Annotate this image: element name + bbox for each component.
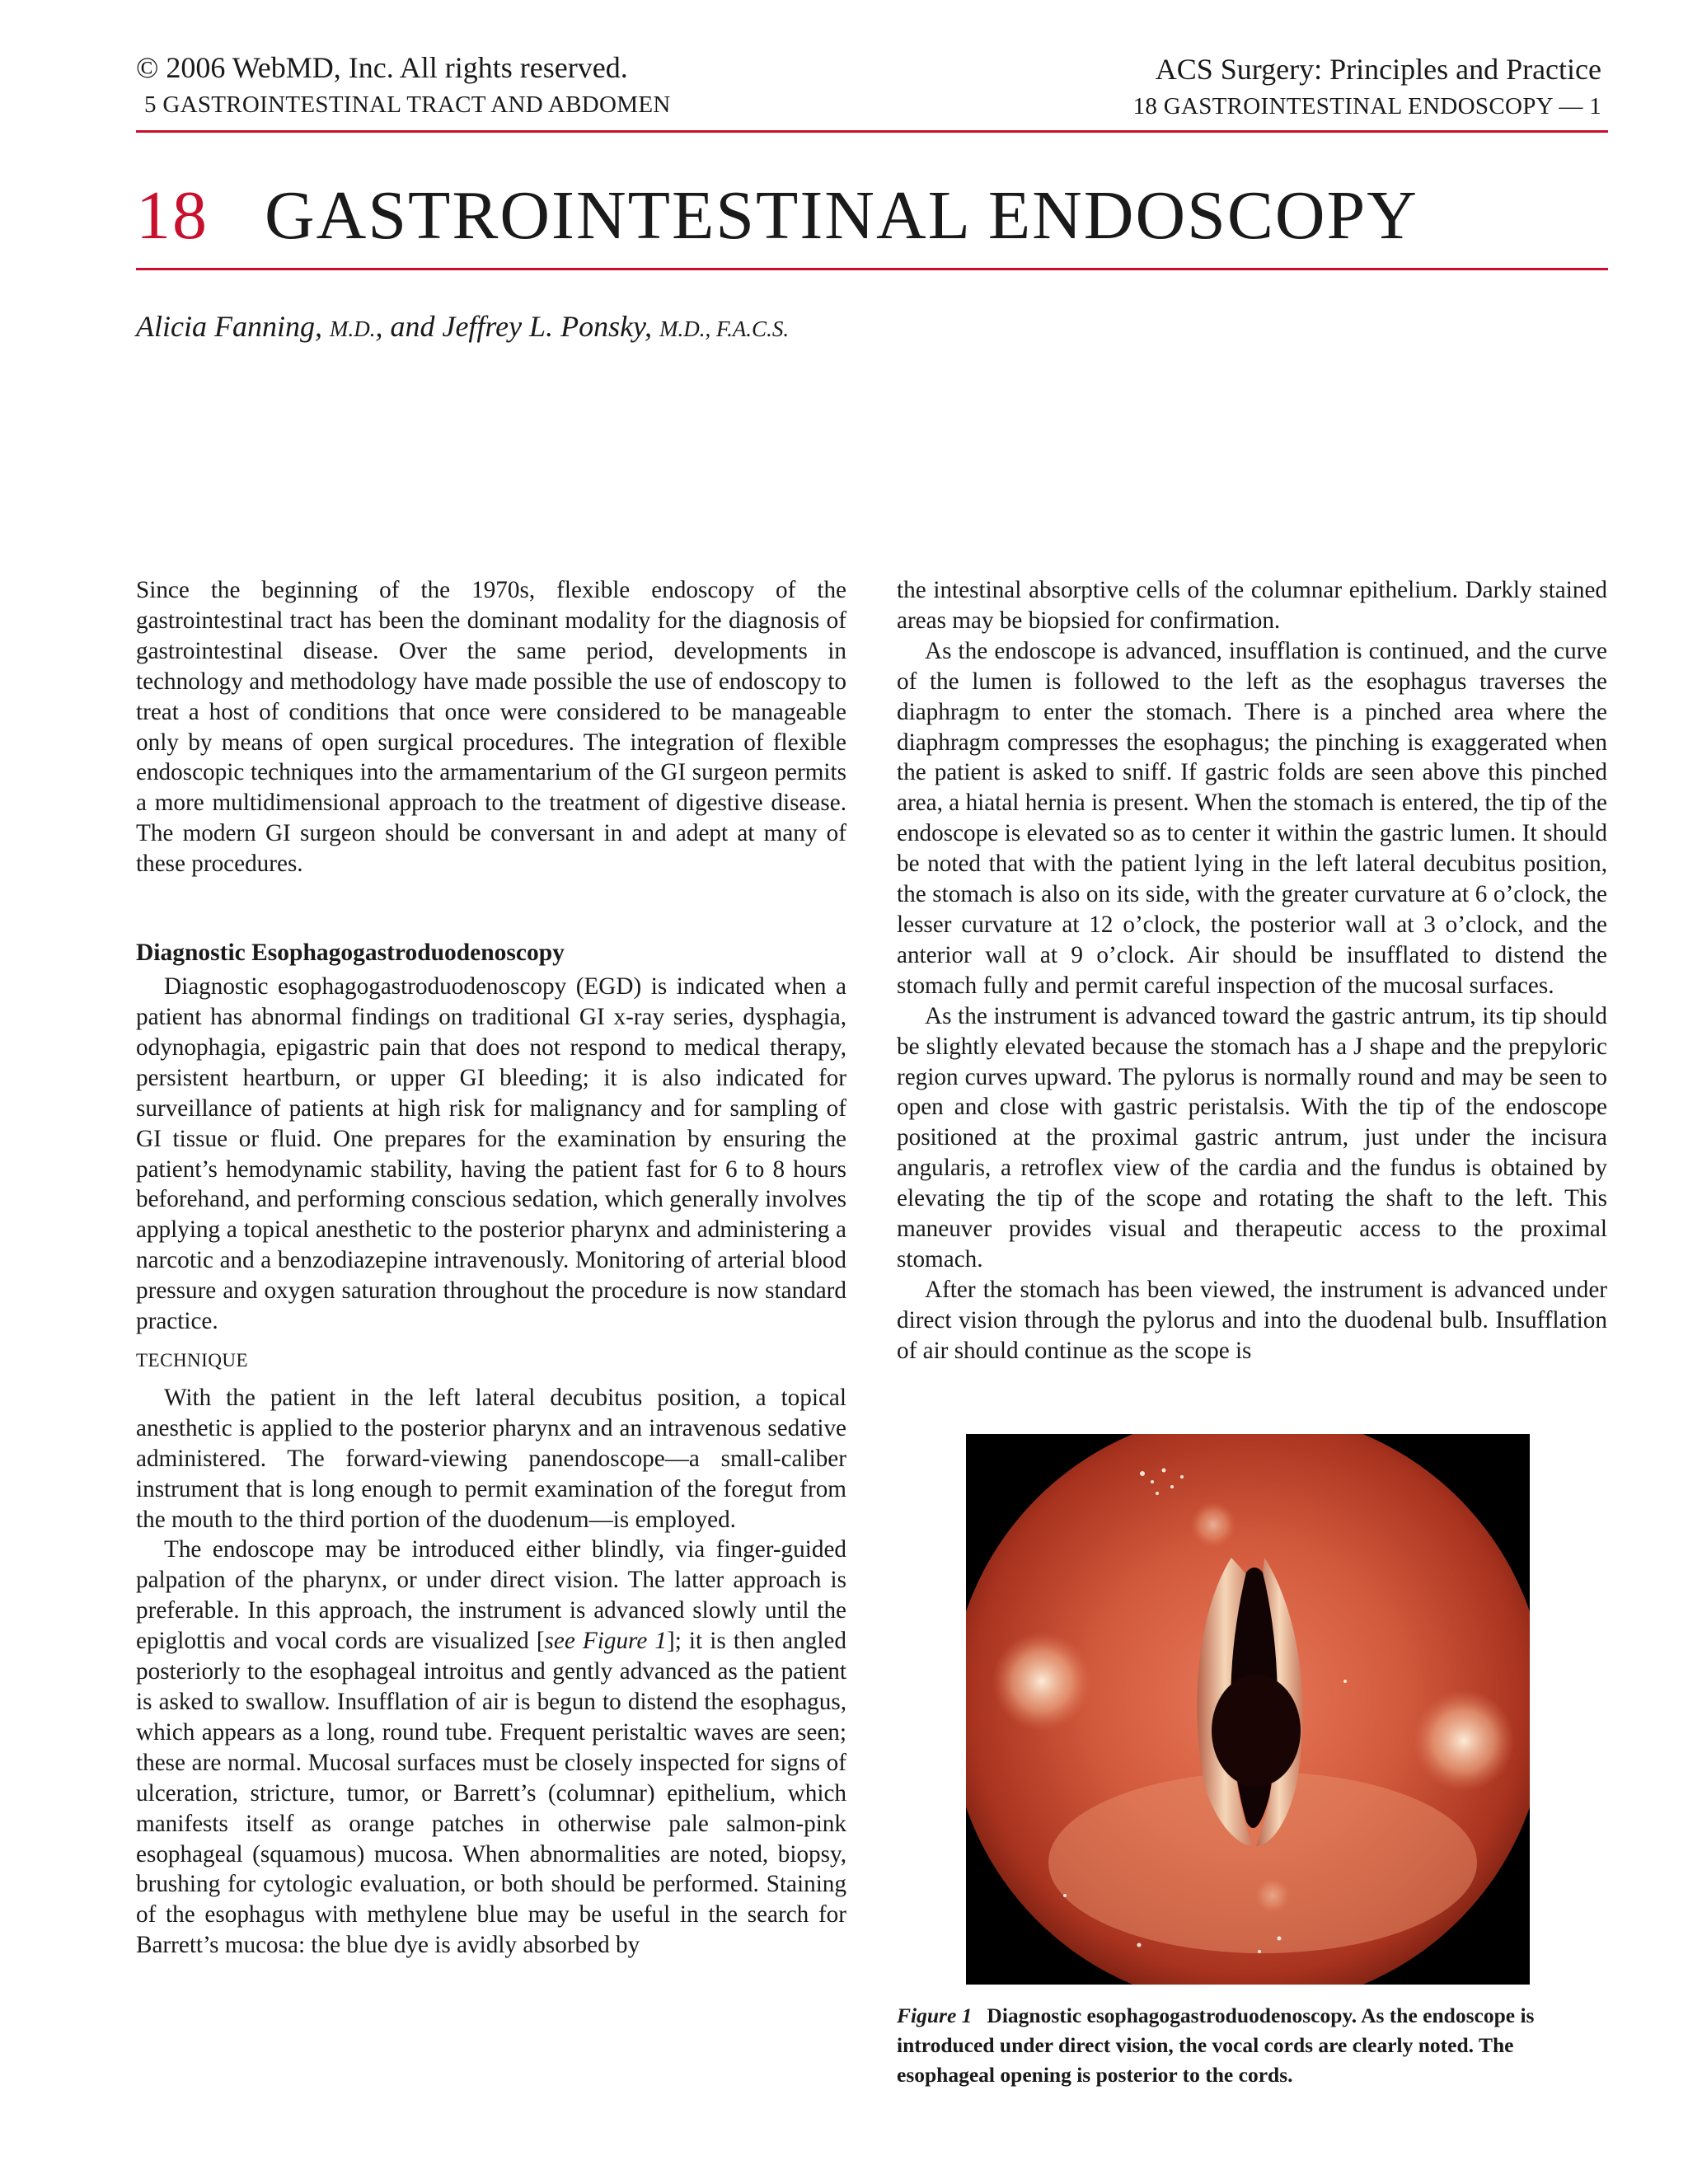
figure-1-caption — [897, 2001, 1607, 2090]
title-rule — [136, 268, 1608, 270]
technique-paragraph-2 — [136, 1535, 846, 1961]
chapter-title — [136, 176, 1418, 255]
copyright-notice: © 2006 WebMD, Inc. All rights reserved. — [136, 51, 628, 84]
book-title: ACS Surgery: Principles and Practice — [1155, 53, 1601, 86]
technique-paragraph-1: With the patient in the left lateral decubitus position, a topical anesthetic is applied to the posterior pharynx and an intravenous sedative administered. The forward-viewing panendoscope—a small-caliber instrument that is long enough to permit examination of the foregut from the mouth to the third portion of the duodenum—is employed. — [136, 1384, 846, 1533]
figure-label: Figure 1 — [897, 2004, 973, 2027]
author-joiner: , and — [375, 310, 435, 343]
chapter-page-label: 18 GASTROINTESTINAL ENDOSCOPY — 1 — [1132, 93, 1601, 120]
right-paragraph-1: the intestinal absorptive cells of the columnar epithelium. Darkly stained areas may be biopsied for confirmation. — [897, 577, 1607, 634]
author1-degree: M.D. — [329, 316, 376, 341]
figure-1-endoscopy-image — [966, 1434, 1530, 1985]
right-column — [897, 575, 1607, 1366]
technique-paragraph-2-b: ]; it is then angled posteriorly to the esophageal introitus and gently advanced as the patient is asked to swallow. Insufflation of air is begun to distend the esophagus, which appears as a long, round tube. Frequent peristaltic waves are seen; these are normal. Mucosal surfaces must be closely inspected for signs of ulceration, stricture, tumor, or Barrett’s (columnar) epithelium, which manifests itself as orange patches in otherwise pale salmon-pink esophageal (squamous) mucosa. When abnormalities are noted, biopsy, brushing for cytologic evaluation, or both should be performed. Staining of the esophagus with methylene blue may be useful in the search for Barrett’s mucosa: the blue dye is avidly absorbed by — [136, 1628, 846, 1959]
header-rule — [136, 130, 1608, 133]
section-label: 5 GASTROINTESTINAL TRACT AND ABDOMEN — [144, 91, 671, 118]
technique-paragraph-2-a: The endoscope may be introduced either blindly, via finger-guided palpation of the pharynx, or under direct vision. The latter approach is preferable. In this approach, the instrument is advanced slowly until the epiglottis and vocal cords are visualized [ — [136, 1536, 846, 1655]
chapter-number: 18 — [136, 177, 209, 254]
left-column — [136, 575, 846, 1961]
intro-paragraph: Since the beginning of the 1970s, flexible endoscopy of the gastrointestinal tract has been the dominant modality for the diagnosis of gastrointestinal disease. Over the same period, developments in technology and methodology have made possible the use of endoscopy to treat a host of conditions that once were considered to be manageable only by means of open surgical procedures. The integration of flexible endoscopic techniques into the armamentarium of the GI surgeon permits a more multidimensional approach to the treatment of digestive disease. The modern GI surgeon should be conversant in and adept at many of these procedures. — [136, 577, 846, 878]
author2-name: Jeffrey L. Ponsky, — [442, 310, 653, 343]
chapter-title-text: GASTROINTESTINAL ENDOSCOPY — [265, 177, 1418, 254]
right-paragraph-2: As the endoscope is advanced, insufflation is continued, and the curve of the lumen is followed to the left as the esophagus traverses the diaphragm to enter the stomach. There is a pinched area where the diaphragm compresses the esophagus; the pinching is exaggerated when the patient is asked to sniff. If gastric folds are seen above this pinched area, a hiatal hernia is present. When the stomach is entered, the tip of the endoscope is elevated so as to center it within the gastric lumen. It should be noted that with the patient lying in the left lateral decubitus position, the stomach is also on its side, with the greater curvature at 6 o’clock, the lesser curvature at 12 o’clock, the posterior wall at 3 o’clock, and the anterior wall at 9 o’clock. Air should be insufflated to distend the stomach fully and permit careful inspection of the mucosal surfaces. — [897, 637, 1607, 999]
right-paragraph-3: As the instrument is advanced toward the gastric antrum, its tip should be slightly elevated because the stomach has a J shape and the prepyloric region curves upward. The pylorus is normally round and may be seen to open and close with gastric peristalsis. With the tip of the endoscope positioned at the proximal gastric antrum, just under the incisura angularis, a retroflex view of the cardia and the fundus is obtained by elevating the tip of the scope and rotating the shaft to the left. This maneuver provides visual and therapeutic access to the proximal stomach. — [897, 1002, 1607, 1272]
author1-name: Alicia Fanning, — [136, 310, 322, 343]
figure-caption-text: Diagnostic esophagogastroduodenoscopy. As the endoscope is introduced under direct vision, the vocal cords are clearly noted. The esophageal opening is posterior to the cords. — [897, 2004, 1535, 2087]
figure-reference: see Figure 1 — [544, 1628, 667, 1655]
author2-degree: M.D., F.A.C.S. — [659, 316, 790, 341]
author-line — [136, 308, 789, 347]
egd-paragraph: Diagnostic esophagogastroduodenoscopy (EGD) is indicated when a patient has abnormal findings on traditional GI x-ray series, dysphagia, odynophagia, epigastric pain that does not respond to medical therapy, persistent heartburn, or upper GI bleeding; it is also indicated for surveillance of patients at high risk for malignancy and for sampling of GI tissue or fluid. One prepares for the examination by ensuring the patient’s hemodynamic stability, having the patient fast for 6 to 8 hours beforehand, and performing conscious sedation, which generally involves applying a topical anesthetic to the posterior pharynx and administering a narcotic and a benzodiazepine intravenously. Monitoring of arterial blood pressure and oxygen saturation throughout the procedure is now standard practice. — [136, 973, 846, 1335]
right-paragraph-4: After the stomach has been viewed, the instrument is advanced under direct vision through the pylorus and into the duodenal bulb. Insufflation of air should continue as the scope is — [897, 1276, 1607, 1364]
heading-diagnostic-egd: Diagnostic Esophagogastroduodenoscopy — [136, 940, 565, 967]
heading-technique: TECHNIQUE — [136, 1349, 249, 1371]
